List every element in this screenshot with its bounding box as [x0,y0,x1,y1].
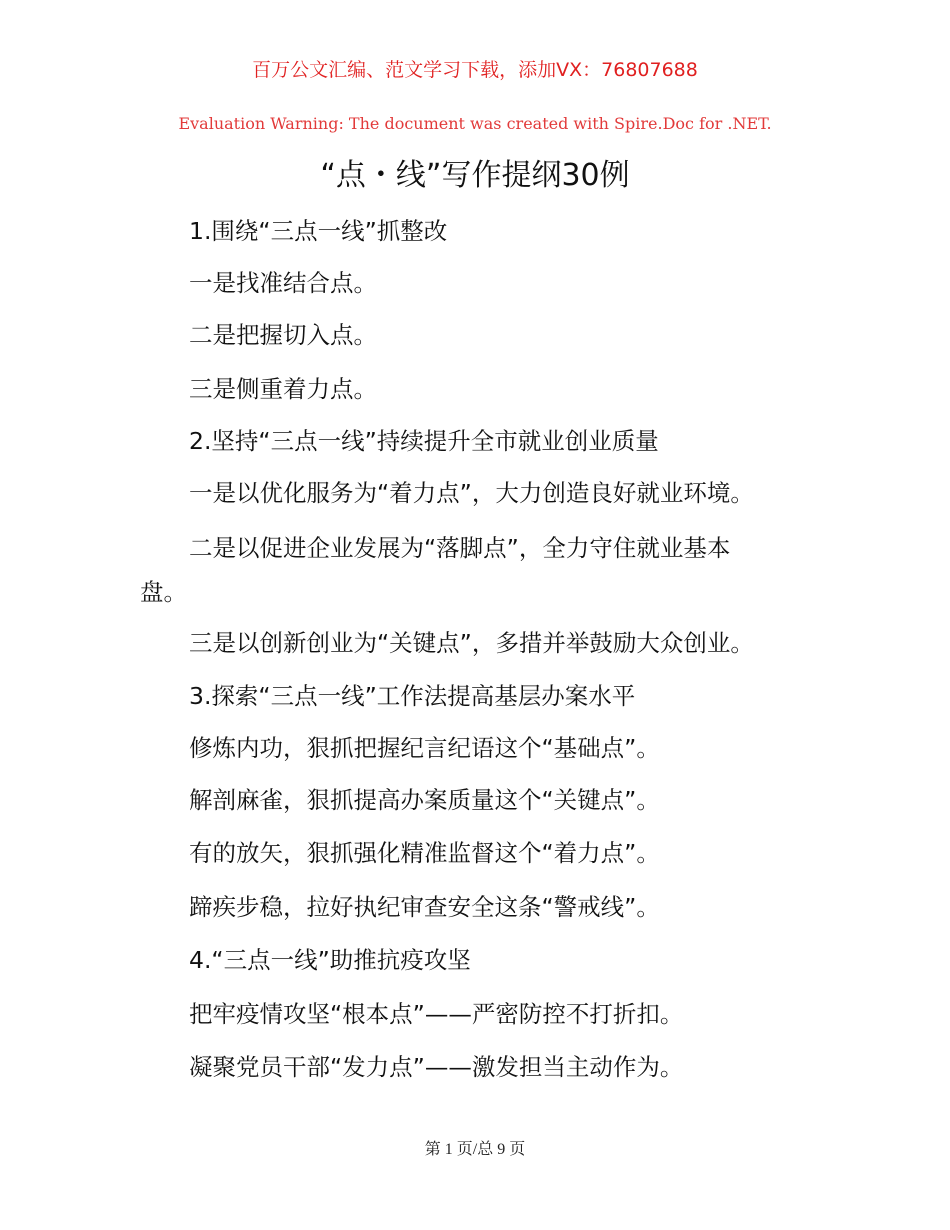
paragraph: 三是以创新创业为“关键点”，多措并举鼓励大众创业。 [189,629,754,657]
paragraph: 蹄疾步稳，拉好执纪审查安全这条“警戒线”。 [189,893,660,921]
paragraph: 一是找准结合点。 [189,269,377,297]
page-footer: 第 1 页/总 9 页 [424,1141,526,1158]
paragraph: 一是以优化服务为“着力点”，大力创造良好就业环境。 [189,479,754,507]
download-banner: 百万公文汇编、范文学习下载，添加VX：76807688 [252,59,698,81]
evaluation-warning: Evaluation Warning: The document was created with Spire.Doc for .NET. [178,114,772,133]
section-heading: 3.探索“三点一线”工作法提高基层办案水平 [189,682,636,710]
paragraph: 三是侧重着力点。 [189,375,377,403]
paragraph: 把牢疫情攻坚“根本点”——严密防控不打折扣。 [189,1000,684,1028]
section-heading: 2.坚持“三点一线”持续提升全市就业创业质量 [189,427,659,455]
document-title: “点・线”写作提纲30例 [320,158,630,193]
paragraph: 二是把握切入点。 [189,321,377,349]
paragraph: 解剖麻雀，狠抓提高办案质量这个“关键点”。 [189,786,660,814]
paragraph: 凝聚党员干部“发力点”——激发担当主动作为。 [189,1053,684,1081]
section-heading: 4.“三点一线”助推抗疫攻坚 [189,946,471,974]
paragraph: 二是以促进企业发展为“落脚点”，全力守住就业基本 [189,534,731,562]
paragraph-continuation: 盘。 [140,578,187,606]
section-heading: 1.围绕“三点一线”抓整改 [189,217,448,245]
paragraph: 修炼内功，狠抓把握纪言纪语这个“基础点”。 [189,734,660,762]
paragraph: 有的放矢，狠抓强化精准监督这个“着力点”。 [189,839,660,867]
